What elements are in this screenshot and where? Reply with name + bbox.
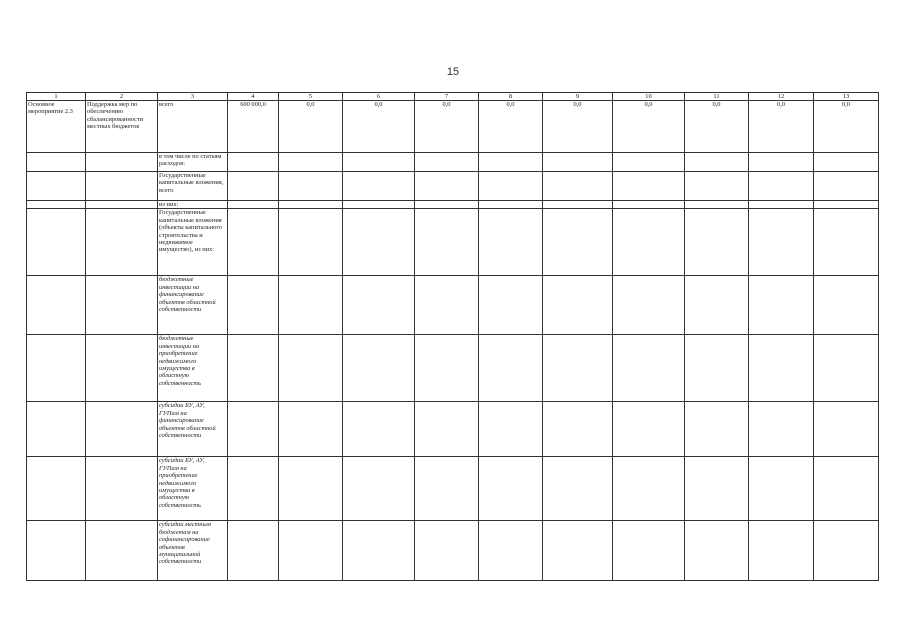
empty-cell <box>749 201 814 209</box>
budget-table <box>26 92 879 581</box>
row-label: бюджетные инвестиции на приобретение недвижимого имущества в областную собственность <box>158 335 228 402</box>
empty-cell <box>543 402 613 457</box>
empty-cell <box>814 209 879 276</box>
row-label: из них: <box>158 201 228 209</box>
empty-cell <box>279 276 343 335</box>
empty-cell <box>749 172 814 201</box>
empty-cell <box>343 335 415 402</box>
empty-cell <box>543 201 613 209</box>
empty-cell <box>543 209 613 276</box>
empty-cell <box>415 457 479 521</box>
empty-cell <box>343 153 415 172</box>
column-number: 8 <box>479 93 543 101</box>
empty-cell <box>814 201 879 209</box>
empty-cell <box>415 201 479 209</box>
row-label: субсидии БУ, АУ, ГУПам на приобретение недвижимого имущества в областную собственность <box>158 457 228 521</box>
empty-cell <box>749 521 814 581</box>
empty-cell <box>685 172 749 201</box>
empty-cell <box>685 276 749 335</box>
empty-cell <box>415 172 479 201</box>
empty-cell <box>228 457 279 521</box>
empty-cell <box>343 172 415 201</box>
column-number: 9 <box>543 93 613 101</box>
empty-cell <box>415 209 479 276</box>
column-number-row <box>27 93 879 101</box>
empty-cell <box>685 201 749 209</box>
empty-cell <box>279 172 343 201</box>
empty-cell <box>27 276 86 335</box>
empty-cell <box>749 402 814 457</box>
empty-cell <box>479 276 543 335</box>
value-cell: 0,0 <box>685 101 749 153</box>
row-label: Государственные капитальные вложения, всего <box>158 172 228 201</box>
empty-cell <box>228 172 279 201</box>
empty-cell <box>86 276 158 335</box>
empty-cell <box>479 335 543 402</box>
empty-cell <box>279 521 343 581</box>
empty-cell <box>814 457 879 521</box>
value-cell: 0,0 <box>814 101 879 153</box>
empty-cell <box>86 201 158 209</box>
empty-cell <box>613 335 685 402</box>
row-label: бюджетные инвестиции на финансирование объектов областной собственности <box>158 276 228 335</box>
empty-cell <box>814 153 879 172</box>
column-number: 2 <box>86 93 158 101</box>
empty-cell <box>415 521 479 581</box>
empty-cell <box>27 335 86 402</box>
empty-cell <box>613 153 685 172</box>
empty-cell <box>479 402 543 457</box>
row-label: всего <box>158 101 228 153</box>
empty-cell <box>228 209 279 276</box>
empty-cell <box>814 521 879 581</box>
empty-cell <box>228 521 279 581</box>
empty-cell <box>613 201 685 209</box>
empty-cell <box>543 335 613 402</box>
empty-cell <box>613 521 685 581</box>
empty-cell <box>543 457 613 521</box>
empty-cell <box>613 172 685 201</box>
empty-cell <box>685 402 749 457</box>
empty-cell <box>613 457 685 521</box>
empty-cell <box>86 153 158 172</box>
empty-cell <box>415 335 479 402</box>
table-row <box>27 402 879 457</box>
empty-cell <box>228 335 279 402</box>
column-number: 3 <box>158 93 228 101</box>
empty-cell <box>685 153 749 172</box>
value-cell: 0,0 <box>543 101 613 153</box>
empty-cell <box>343 276 415 335</box>
empty-cell <box>814 335 879 402</box>
empty-cell <box>415 153 479 172</box>
value-cell: 0,0 <box>279 101 343 153</box>
empty-cell <box>86 172 158 201</box>
table-row <box>27 335 879 402</box>
empty-cell <box>228 276 279 335</box>
empty-cell <box>479 153 543 172</box>
empty-cell <box>86 457 158 521</box>
empty-cell <box>415 276 479 335</box>
empty-cell <box>279 209 343 276</box>
column-number: 1 <box>27 93 86 101</box>
empty-cell <box>814 276 879 335</box>
empty-cell <box>27 521 86 581</box>
empty-cell <box>27 153 86 172</box>
row-label: Государственные капитальные вложения (объекты капитального строительства и недвижимое имущество), из них: <box>158 209 228 276</box>
empty-cell <box>27 457 86 521</box>
empty-cell <box>279 201 343 209</box>
empty-cell <box>228 201 279 209</box>
empty-cell <box>86 209 158 276</box>
empty-cell <box>27 201 86 209</box>
row-label: в том числе по статьям расходов: <box>158 153 228 172</box>
empty-cell <box>479 521 543 581</box>
empty-cell <box>749 153 814 172</box>
event-name: Основное мероприятие 2.3 <box>27 101 86 153</box>
empty-cell <box>27 402 86 457</box>
column-number: 5 <box>279 93 343 101</box>
table-row <box>27 276 879 335</box>
empty-cell <box>543 153 613 172</box>
empty-cell <box>749 335 814 402</box>
table-row <box>27 521 879 581</box>
empty-cell <box>86 521 158 581</box>
table-row <box>27 153 879 172</box>
value-cell: 600 000,0 <box>228 101 279 153</box>
empty-cell <box>343 402 415 457</box>
empty-cell <box>479 172 543 201</box>
empty-cell <box>279 335 343 402</box>
column-number: 12 <box>749 93 814 101</box>
empty-cell <box>86 335 158 402</box>
empty-cell <box>415 402 479 457</box>
empty-cell <box>749 209 814 276</box>
empty-cell <box>228 402 279 457</box>
empty-cell <box>543 521 613 581</box>
empty-cell <box>479 201 543 209</box>
column-number: 11 <box>685 93 749 101</box>
table-row <box>27 101 879 153</box>
empty-cell <box>27 209 86 276</box>
empty-cell <box>543 172 613 201</box>
table-row <box>27 457 879 521</box>
empty-cell <box>343 457 415 521</box>
value-cell: 0,0 <box>613 101 685 153</box>
empty-cell <box>27 172 86 201</box>
empty-cell <box>749 276 814 335</box>
empty-cell <box>479 457 543 521</box>
column-number: 4 <box>228 93 279 101</box>
value-cell: 0,0 <box>749 101 814 153</box>
empty-cell <box>279 457 343 521</box>
empty-cell <box>685 209 749 276</box>
table-row <box>27 209 879 276</box>
empty-cell <box>543 276 613 335</box>
empty-cell <box>228 153 279 172</box>
empty-cell <box>685 521 749 581</box>
empty-cell <box>479 209 543 276</box>
page-number: 15 <box>446 66 460 78</box>
column-number: 13 <box>814 93 879 101</box>
column-number: 7 <box>415 93 479 101</box>
event-description: Поддержка мер по обеспечению сбалансированности местных бюджетов <box>86 101 158 153</box>
empty-cell <box>343 521 415 581</box>
empty-cell <box>613 209 685 276</box>
empty-cell <box>685 335 749 402</box>
value-cell: 0,0 <box>479 101 543 153</box>
empty-cell <box>814 172 879 201</box>
row-label: субсидии БУ, АУ, ГУПам на финансирование объектов областной собственности <box>158 402 228 457</box>
column-number: 10 <box>613 93 685 101</box>
empty-cell <box>86 402 158 457</box>
empty-cell <box>279 402 343 457</box>
empty-cell <box>343 209 415 276</box>
empty-cell <box>613 276 685 335</box>
row-label: субсидии местным бюджетам на софинансирование объектов муниципальной собственности <box>158 521 228 581</box>
empty-cell <box>613 402 685 457</box>
empty-cell <box>685 457 749 521</box>
empty-cell <box>814 402 879 457</box>
column-number: 6 <box>343 93 415 101</box>
value-cell: 0,0 <box>415 101 479 153</box>
empty-cell <box>343 201 415 209</box>
table-row <box>27 201 879 209</box>
table-row <box>27 172 879 201</box>
value-cell: 0,0 <box>343 101 415 153</box>
empty-cell <box>749 457 814 521</box>
empty-cell <box>279 153 343 172</box>
